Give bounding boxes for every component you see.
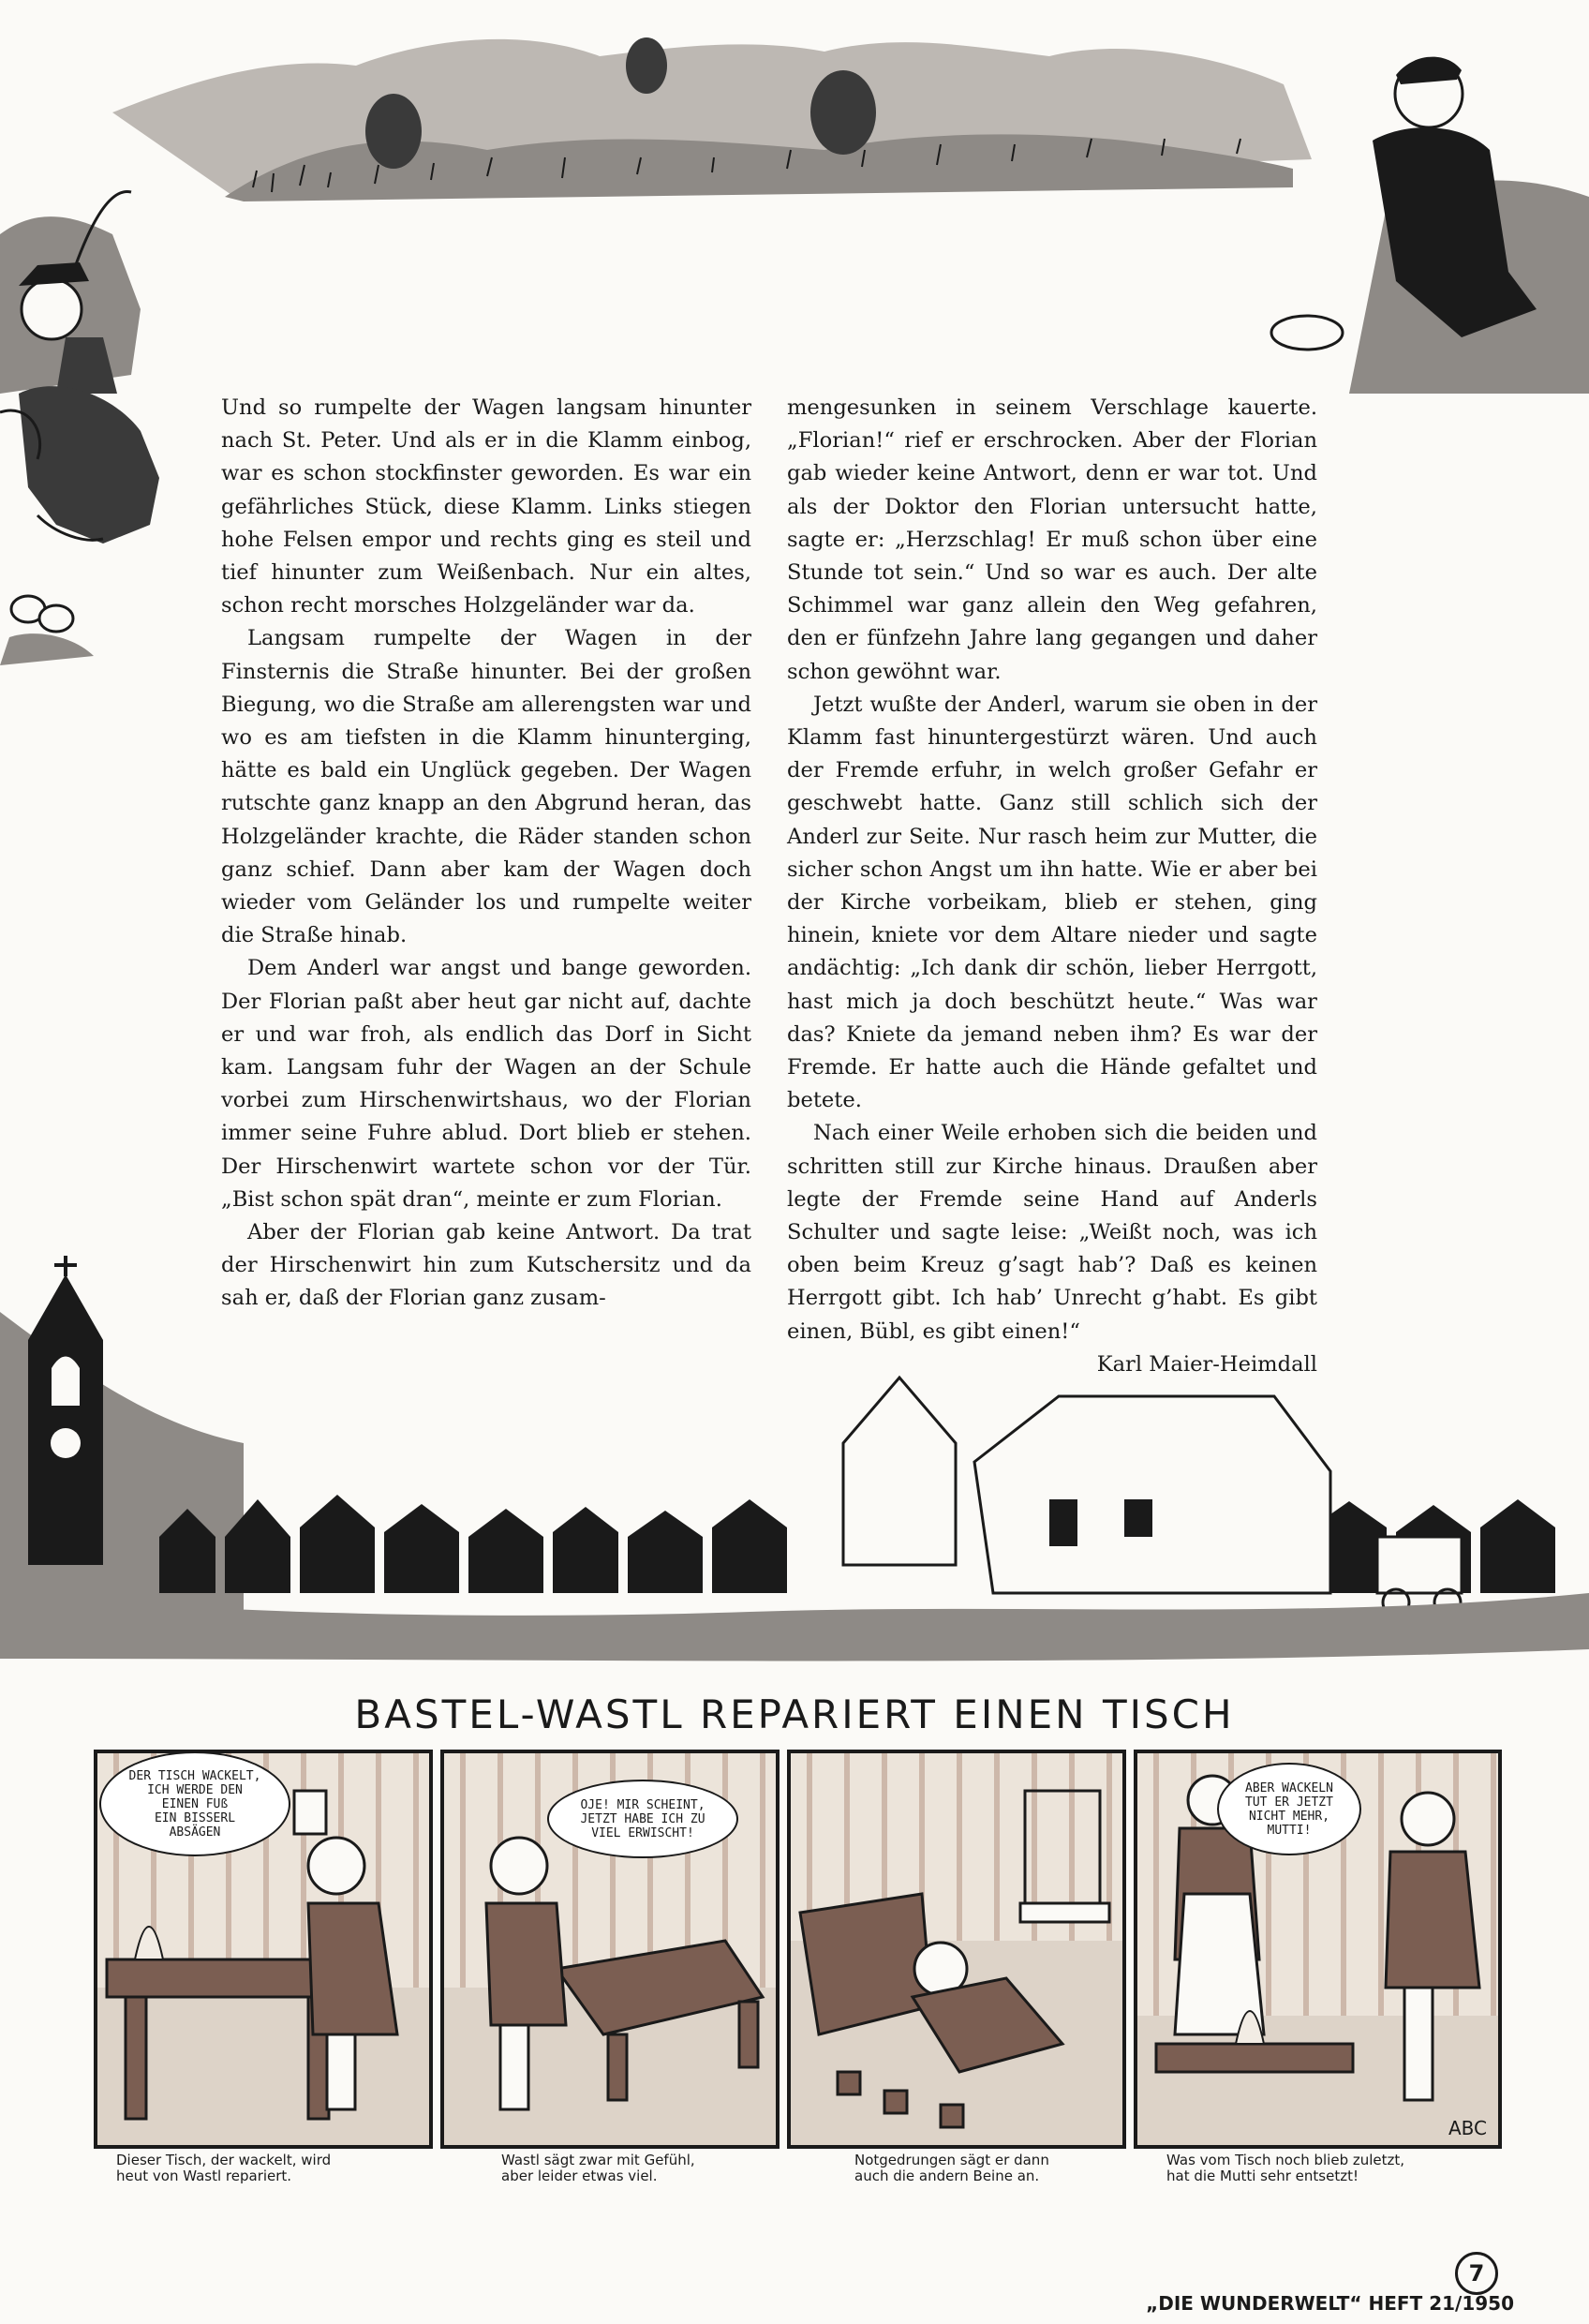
- speech-bubble: ABER WACKELN TUT ER JETZT NICHT MEHR, MUTTI!: [1217, 1763, 1361, 1855]
- story-paragraph: Nach einer Weile erhoben sich die beiden und schritten still zur Kirche hinaus. Draußen aber legte der Fremde seine Hand auf Anderls Schulter und sagte leise: „Weißt noch, was ich oben beim Kreuz g’sagt hab’? Daß es keinen Herrgott gibt. Ich hab’ Unrecht g’habt. Es gibt einen, Bübl, es gibt einen!“: [787, 1121, 1317, 1344]
- comic-signature: ABC: [1448, 2117, 1487, 2139]
- mountain-landscape-illustration: [0, 0, 1589, 394]
- comic-panel-art: [791, 1753, 1122, 2145]
- speech-bubble: DER TISCH WACKELT, ICH WERDE DEN EINEN FUß EIN BISSERL ABSÄGEN: [99, 1751, 290, 1856]
- village-illustration: [0, 1256, 1589, 1677]
- story-paragraph: Dem Anderl war angst und bange geworden. Der Florian paßt aber heut gar nicht auf, dachte er und war froh, als endlich das Dorf in Sicht kam. Langsam fuhr der Wagen an der Schule vorbei zum Hirschenwirtshaus, wo der Florian immer seine Fuhre ablud. Dort blieb er stehen. Der Hirschenwirt wartete schon vor der Tür. „Bist schon spät dran“, meinte er zum Florian.: [221, 956, 751, 1212]
- page-number: 7: [1455, 2252, 1498, 2295]
- speech-bubble: OJE! MIR SCHEINT, JETZT HABE ICH ZU VIEL ERWISCHT!: [547, 1780, 738, 1858]
- comic-panel-4: [1134, 1750, 1502, 2149]
- comic-panel-2: [440, 1750, 780, 2149]
- footer-issue: „DIE WUNDERWELT“ HEFT 21/1950: [1146, 2292, 1514, 2315]
- panel-caption-4: Was vom Tisch noch blieb zuletzt, hat die Mutti sehr entsetzt!: [1166, 2152, 1405, 2184]
- story-paragraph: Jetzt wußte der Anderl, warum sie oben in der Klamm fast hinuntergestürzt wären. Und auch der Fremde erfuhr, in welch großer Gefahr er geschwebt hatte. Ganz still schlich sich der Anderl zur Seite. Nur rasch heim zur Mutter, die sicher schon Angst um ihn hatte. Wie er aber bei der Kirche vorbeikam, blieb er stehen, ging hinein, kniete vor dem Altare nieder und sagte andächtig: „Ich dank dir schön, lieber Herrgott, hast mich ja doch beschützt heute.“ Was war das? Kniete da jemand neben ihm? Es war der Fremde. Er hatte auch die Hände gefaltet und betete.: [787, 692, 1317, 1113]
- comic-title: BASTEL-WASTL REPARIERT EINEN TISCH: [354, 1691, 1235, 1737]
- panel-caption-1: Dieser Tisch, der wackelt, wird heut von Wastl repariert.: [116, 2152, 332, 2184]
- story-right-column: [787, 392, 1317, 1381]
- boy-kneeling-illustration: [0, 356, 178, 675]
- story-paragraph: mengesunken in seinem Verschlage kauerte. „Florian!“ rief er erschrocken. Aber der Florian gab wieder keine Antwort, denn er war tot. Und als der Doktor den Florian untersucht hatte, sagte er: „Herzschlag! Er muß schon über eine Stunde tot sein.“ Und so war es auch. Der alte Schimmel war ganz allein den Weg gefahren, den er fünfzehn Jahre lang gegangen und daher schon gewöhnt war.: [787, 395, 1317, 684]
- panel-caption-2: Wastl sägt zwar mit Gefühl, aber leider etwas viel.: [501, 2152, 695, 2184]
- story-left-column: [221, 392, 751, 1316]
- author-name: Karl Maier-Heimdall: [1096, 1351, 1317, 1377]
- story-paragraph: Aber der Florian gab keine Antwort. Da trat der Hirschenwirt hin zum Kutschersitz und da sah er, daß der Florian ganz zusam-: [221, 1220, 751, 1311]
- story-paragraph: Und so rumpelte der Wagen langsam hinunter nach St. Peter. Und als er in die Klamm einbog, war es schon stockfinster geworden. Es war ein gefährliches Stück, diese Klamm. Links stiegen hohe Felsen empor und rechts ging es steil und tief hinunter zum Weißenbach. Nur ein altes, schon recht morsches Holzgeländer war da.: [221, 395, 751, 618]
- comic-panel-1: [94, 1750, 433, 2149]
- comic-panel-3: [787, 1750, 1126, 2149]
- story-paragraph: Langsam rumpelte der Wagen in der Finsternis die Straße hinunter. Bei der großen Biegung, wo die Straße am allerengsten war und wo es am tiefsten in die Klamm hinunterging, hätte es bald ein Unglück gegeben. Der Wagen rutschte ganz knapp an den Abgrund heran, das Holzgeländer krachte, die Räder standen schon ganz schief. Dann aber kam der Wagen doch wieder vom Geländer los und rumpelte weiter die Straße hinab.: [221, 626, 751, 948]
- panel-caption-3: Notgedrungen sägt er dann auch die andern Beine an.: [854, 2152, 1049, 2184]
